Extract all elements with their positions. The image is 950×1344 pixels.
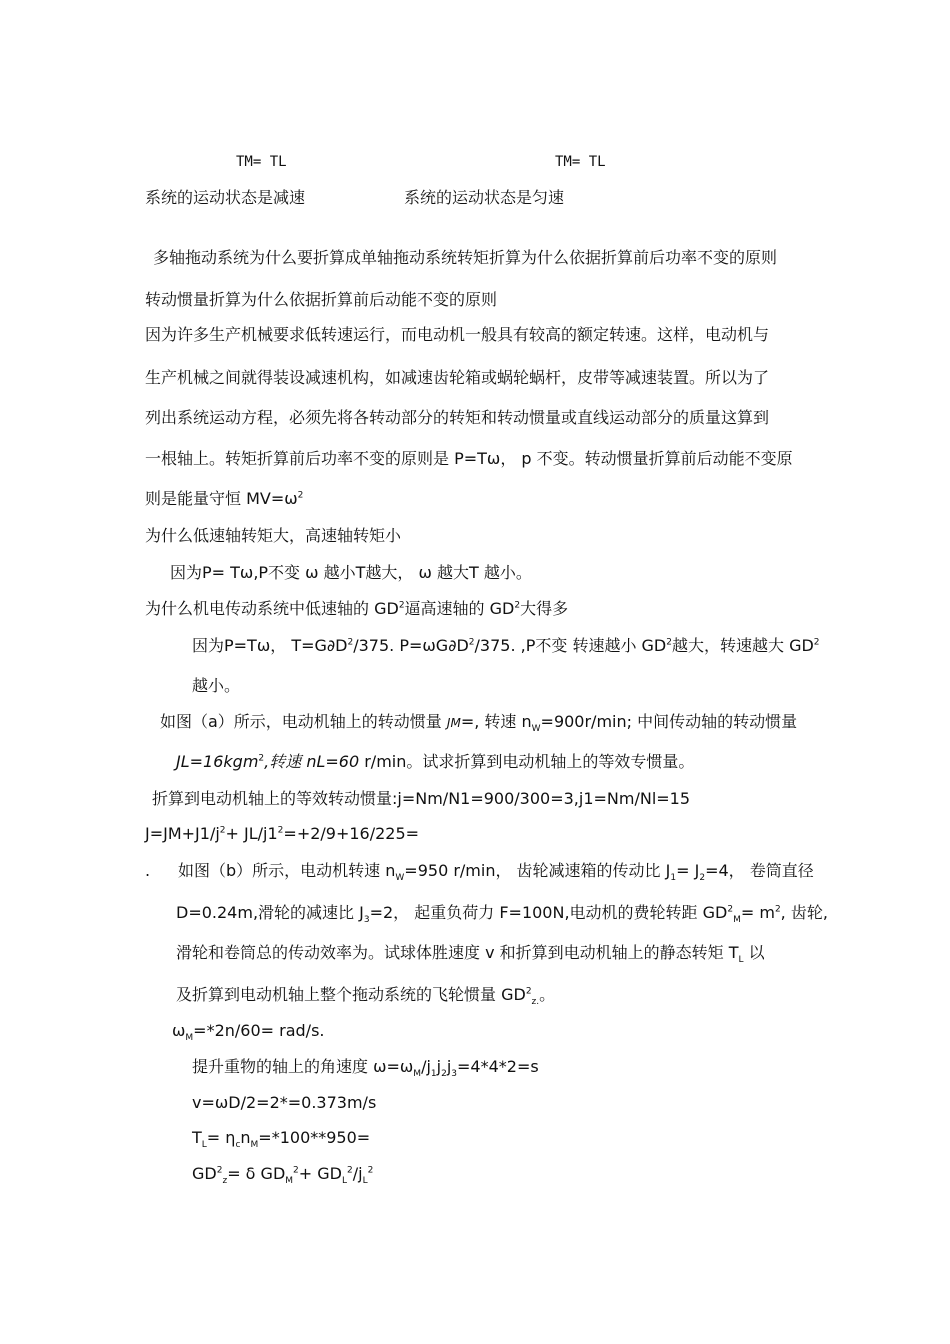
solution-2-line-3: v=ωD/2=2*=0.373m/s bbox=[192, 1093, 377, 1112]
solution-2-line-5: $GD^2_z= \delta$ $GD_M^2+ GD_L^2/j_L^2$ bbox=[192, 1164, 374, 1187]
answer-1-line-3: 列出系统运动方程，必须先将各转动部分的转矩和转动惯量或直线运动部分的质量这算到 bbox=[145, 408, 770, 427]
answer-1-line-5: 则是能量守恒 $MV=\omega^2$ bbox=[145, 489, 304, 508]
solution-2-line-1: $\omega_M=*2n/60= rad/s$. bbox=[172, 1021, 325, 1044]
solution-1-line-1: 折算到电动机轴上的等效转动惯量:j=Nm/N1=900/300=3,j1=Nm/Nl=15 bbox=[152, 789, 691, 808]
example-2-line-4: 及折算到电动机轴上整个拖动系统的飞轮惯量 $GD^2_{z.}$。 bbox=[176, 985, 556, 1008]
example-1-line-1: 如图（a）所示，电动机轴上的转动惯量 JM=, 转速 $n_W=900r/\min$; 中间传动轴的转动惯量 bbox=[160, 712, 798, 735]
solution-1-line-2: $J=JM+J1/j^2+ JL/j1^2=+2/9+16/225=$ bbox=[145, 824, 420, 843]
answer-2: 因为P= Tω,P不变 ω 越小T越大， ω 越大T 越小。 bbox=[170, 563, 532, 582]
answer-3-line-2: 越小。 bbox=[192, 676, 241, 695]
tm-left-formula: TM= TL bbox=[236, 154, 287, 170]
answer-1-line-2: 生产机械之间就得装设减速机构，如减速齿轮箱或蜗轮蜗杆，皮带等减速装置。所以为了 bbox=[145, 368, 770, 387]
tm-right-formula: TM= TL bbox=[555, 154, 606, 170]
answer-1-line-4: 一根轴上。转矩折算前后功率不变的原则是 P=Tω， p 不变。转动惯量折算前后动能不变原 bbox=[145, 449, 793, 468]
question-1-line-1: 多轴拖动系统为什么要折算成单轴拖动系统转矩折算为什么依据折算前后功率不变的原则 bbox=[153, 248, 778, 267]
example-2-line-1: 如图（b）所示，电动机转速 $n_W=950$ r/min， 齿轮减速箱的传动比 $J_1= J_2=4$， 卷筒直径 bbox=[178, 861, 814, 884]
example-1-line-2: JL=16kgm$^2$,转速 nL=60 r/min。试求折算到电动机轴上的等效专惯量。 bbox=[176, 752, 695, 771]
answer-1-line-1: 因为许多生产机械要求低转速运行，而电动机一般具有较高的额定转速。这样，电动机与 bbox=[145, 325, 770, 344]
solution-2-line-2: 提升重物的轴上的角速度 $\omega=\omega_M/j_1j_2j_3=4*4*2=s$ bbox=[192, 1057, 539, 1080]
answer-3-line-1: 因为P=Tω， $T=G\partial D^2/375$. $P=\omega G\partial D^2/375$. ,P不变 转速越小 $GD^2$越大，转速越大 $GD^2$ bbox=[192, 636, 820, 655]
question-3: 为什么机电传动系统中低速轴的 $GD^2$逼高速轴的 $GD^2$大得多 bbox=[145, 599, 569, 618]
solution-2-line-4: $T_L= \eta_cn_M=*100**950=$ bbox=[192, 1128, 371, 1151]
state-left: 系统的运动状态是减速 bbox=[145, 188, 306, 207]
question-2: 为什么低速轴转矩大，高速轴转矩小 bbox=[145, 526, 402, 545]
example-2-line-2: D=0.24m,滑轮的减速比 $J_3=2$， 起重负荷力 F=100N,电动机的费轮转距 $GD^2_M= m^2$, 齿轮, bbox=[176, 903, 828, 926]
example-2-bullet: . bbox=[145, 861, 151, 880]
state-right: 系统的运动状态是匀速 bbox=[404, 188, 565, 207]
example-2-line-3: 滑轮和卷筒总的传动效率为。试球体胜速度 v 和折算到电动机轴上的静态转矩 $T_L$ 以 bbox=[176, 943, 765, 966]
question-1-line-2: 转动惯量折算为什么依据折算前后动能不变的原则 bbox=[145, 290, 498, 309]
